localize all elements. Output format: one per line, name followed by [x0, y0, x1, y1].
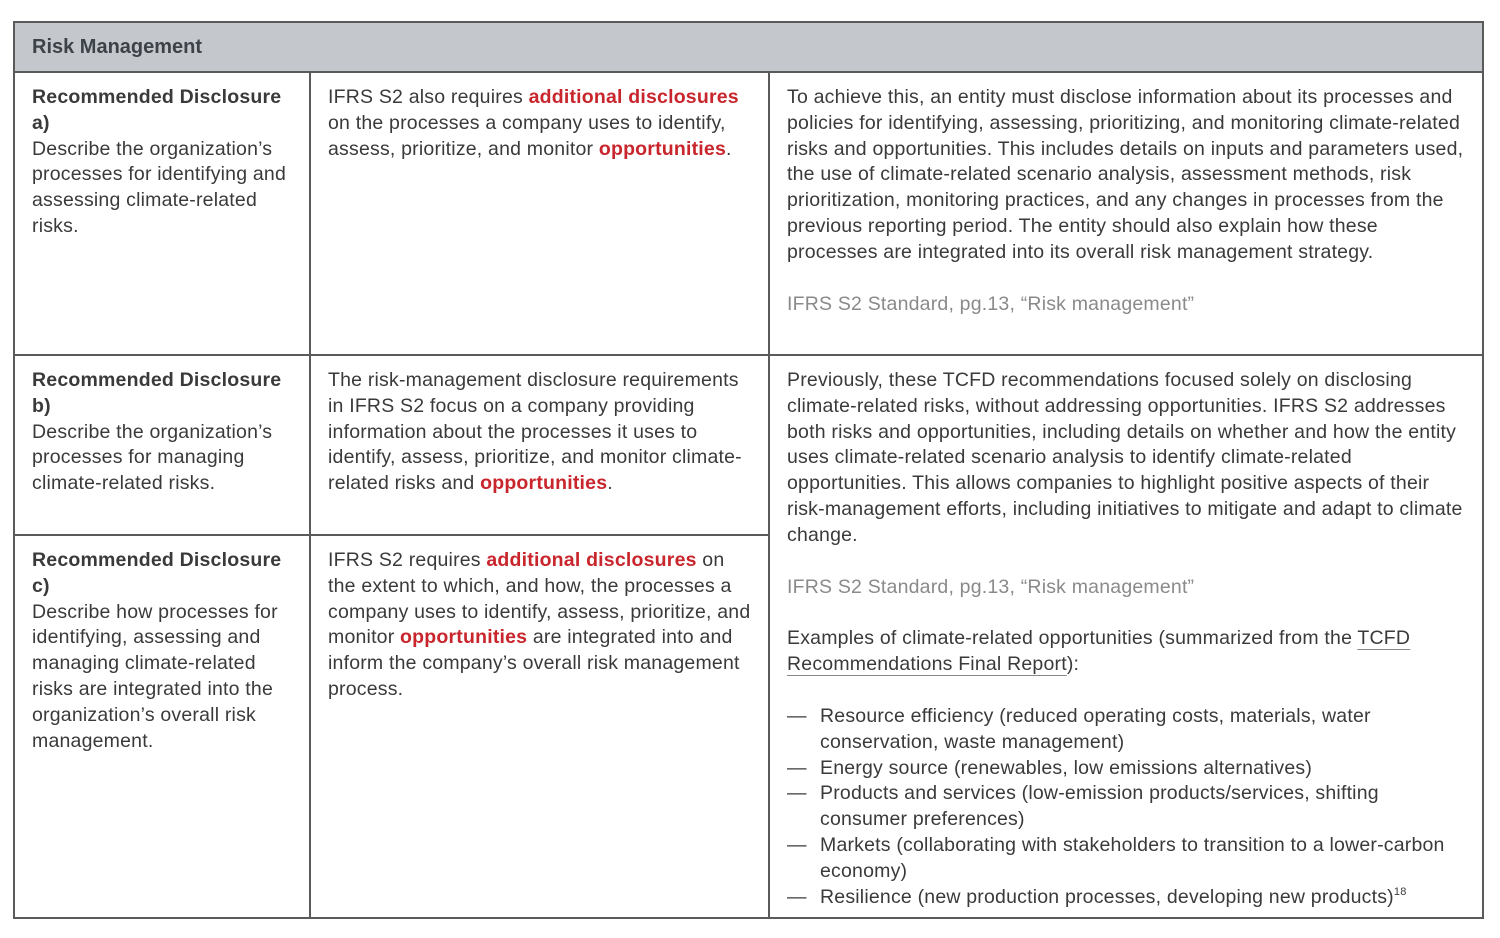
- highlight: opportunities: [480, 472, 608, 495]
- detail-text: Previously, these TCFD recommendations focused solely on disclosing climate-related risks, without addressing opportunities. IFRS S2 addresses both risks and opportunities, including details on whether and how the entity uses climate-related scenario analysis to identify climate-related opportunities. This allows companies to highlight positive aspects of their risk-management efforts, including initiatives to mitigate and adapt to climate change.: [787, 369, 1463, 546]
- text: on the processes a company uses to identify, assess, prioritize, and monitor: [328, 111, 726, 160]
- list-item: [787, 704, 1470, 756]
- text: IFRS S2 requires: [328, 549, 487, 571]
- highlight: opportunities: [598, 137, 727, 160]
- citation: IFRS S2 Standard, pg.13, “Risk management”: [787, 575, 1195, 598]
- examples-intro: [787, 626, 1470, 678]
- list-item: [787, 833, 1470, 885]
- item-text: Energy source (renewables, low emissions alternatives): [820, 756, 1313, 779]
- item-text: Products and services (low-emission products/services, shifting consumer preferences): [820, 782, 1379, 831]
- text: Examples of climate-related opportunities (summarized from the: [787, 627, 1358, 650]
- detail-a-cell: [770, 73, 1482, 317]
- disclosure-b-cell: [15, 356, 309, 497]
- highlight: additional disclosures: [486, 549, 697, 571]
- text: ):: [1066, 653, 1080, 676]
- disclosure-description: Describe the organization’s processes for identifying and assessing climate-related risks.: [32, 137, 287, 237]
- text: IFRS S2 also requires: [328, 86, 529, 108]
- text: on the extent to which, and how, the processes a company uses to identify, assess, prioritize, and monitor: [328, 549, 751, 649]
- highlight: additional disclosures: [528, 86, 739, 108]
- disclosure-heading: Recommended Disclosure a): [32, 86, 282, 134]
- citation: IFRS S2 Standard, pg.13, “Risk management”: [787, 292, 1195, 315]
- disclosure-c-cell: [15, 536, 309, 754]
- ifrs-c-cell: [311, 536, 768, 703]
- dash: —: [787, 756, 807, 779]
- highlight: opportunities: [400, 626, 528, 649]
- disclosure-heading: Recommended Disclosure b): [32, 369, 282, 417]
- detail-bc-cell: [770, 356, 1482, 910]
- list-item: [787, 885, 1470, 911]
- item-text: Markets (collaborating with stakeholders to transition to a lower-carbon economy): [820, 833, 1445, 882]
- table-header: [15, 23, 1482, 73]
- dash: —: [787, 885, 807, 908]
- disclosure-a-cell: [15, 73, 309, 240]
- table-title: Risk Management: [32, 36, 203, 58]
- footnote-ref[interactable]: 18: [1393, 885, 1407, 898]
- disclosure-heading: Recommended Disclosure c): [32, 549, 282, 597]
- item-text: Resource efficiency (reduced operating costs, materials, water conservation, waste management): [820, 704, 1371, 753]
- dash: —: [787, 782, 807, 805]
- item-text: Resilience (new production processes, developing new products): [820, 885, 1394, 908]
- list-item: [787, 781, 1470, 833]
- list-item: [787, 756, 1470, 782]
- risk-management-table: [13, 21, 1484, 919]
- tcfd-report-link[interactable]: TCFD Recommendations Final Report: [787, 627, 1411, 676]
- text: .: [726, 137, 732, 160]
- dash: —: [787, 833, 807, 856]
- examples-list: [787, 704, 1470, 910]
- dash: —: [787, 704, 807, 727]
- disclosure-description: Describe the organization’s processes for managing climate-related risks.: [32, 420, 273, 495]
- ifrs-a-cell: [311, 73, 768, 162]
- ifrs-b-cell: [311, 356, 768, 497]
- text: .: [607, 472, 613, 495]
- text: are integrated into and inform the company’s overall risk management process.: [328, 626, 740, 700]
- detail-text: To achieve this, an entity must disclose information about its processes and policies for identifying, assessing, prioritizing, and monitoring climate-related risks and opportunities. This includes details on inputs and parameters used, the use of climate-related scenario analysis, assessment methods, risk prioritization, monitoring practices, and any changes in processes from the previous reporting period. The entity should also explain how these processes are integrated into its overall risk management strategy.: [787, 86, 1464, 263]
- text: The risk-management disclosure requirements in IFRS S2 focus on a company providing information about the processes it uses to identify, assess, prioritize, and monitor climate-related risks and: [328, 369, 742, 495]
- disclosure-description: Describe how processes for identifying, assessing and managing climate-related risks are integrated into the organization’s overall risk management.: [32, 600, 278, 752]
